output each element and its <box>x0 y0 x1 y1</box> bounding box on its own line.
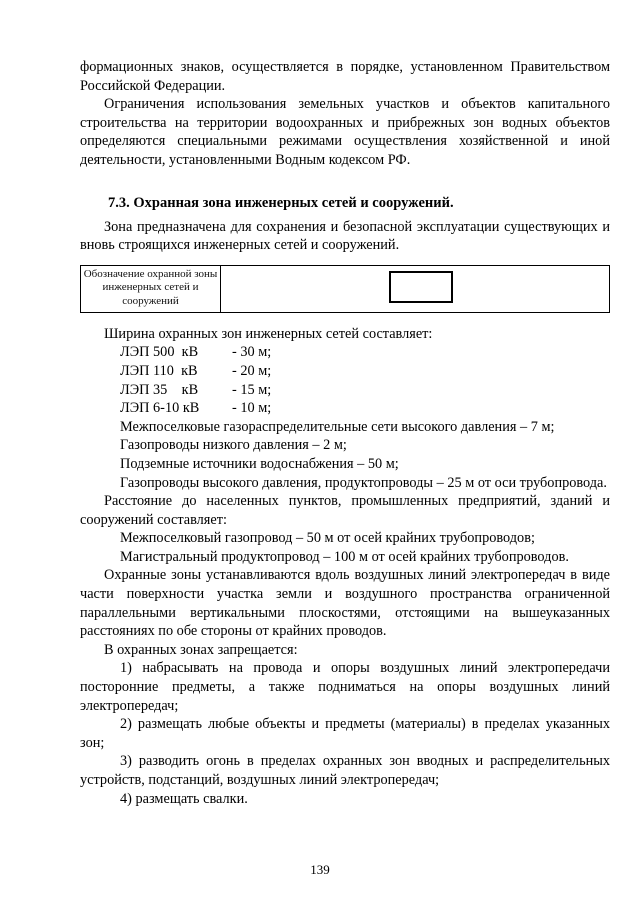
protection-zone-symbol <box>389 271 453 303</box>
legend-symbol-cell <box>221 266 609 312</box>
prohibited-item: 2) размещать любые объекты и предметы (материалы) в пределах указанных зон; <box>80 716 610 751</box>
list-item: ЛЭП 110 кВ - 20 м; <box>120 362 272 379</box>
widths-intro: Ширина охранных зон инженерных сетей составляет: <box>104 325 433 342</box>
prohibited-item: 3) разводить огонь в пределах охранных зон вводных и распределительных устройств, подстанций, воздушных линий электропередач; <box>80 753 610 788</box>
section-purpose: Зона предназначена для сохранения и безопасной эксплуатации существующих и вновь строящихся инженерных сетей и сооружений. <box>80 218 610 254</box>
distances-intro: Расстояние до населенных пунктов, промышленных предприятий, зданий и сооружений составляет: <box>80 493 610 528</box>
prohibited-item: 1) набрасывать на провода и опоры воздушных линий электропередачи посторонние предметы, а также подниматься на опоры воздушных линий электропередач; <box>80 660 610 714</box>
legend-label: Обозначение охранной зоны инженерных сетей и сооружений <box>81 266 221 312</box>
intro-paragraph-1: формационных знаков, осуществляется в порядке, установленном Правительством Российской Федерации. <box>80 59 610 94</box>
page-number: 139 <box>310 862 330 877</box>
prohibited-intro: В охранных зонах запрещается: <box>104 641 298 658</box>
zones-paragraph: Охранные зоны устанавливаются вдоль воздушных линий электропередач в виде части поверхности участка земли и воздушного пространства ограниченной параллельными вертикальными плоскостями, отстоящими на вышеуказанных расстояниях по обе стороны от крайних проводов. <box>80 567 610 640</box>
high-pressure-pipelines: Газопроводы высокого давления, продуктопроводы – 25 м от оси трубопровода. <box>120 474 607 491</box>
list-item: ЛЭП 6-10 кВ - 10 м; <box>120 400 272 417</box>
gas-low-pressure: Газопроводы низкого давления – 2 м; <box>120 437 347 454</box>
section-heading: 7.3. Охранная зона инженерных сетей и сооружений. <box>108 194 454 211</box>
intro-paragraph-2: Ограничения использования земельных участков и объектов капитального строительства на территории водоохранных и прибрежных зон водных объектов определяются специальными режимами осуществления хозяйственной и иной деятельности, установленными Водным кодексом РФ. <box>80 96 610 168</box>
gas-high-pressure: Межпоселковые газораспределительные сети высокого давления – 7 м; <box>120 418 555 435</box>
prohibited-item: 4) размещать свалки. <box>120 790 248 807</box>
power-line-list <box>80 343 610 417</box>
document-page <box>80 58 610 808</box>
underground-water: Подземные источники водоснабжения – 50 м; <box>120 455 399 472</box>
legend-table <box>80 265 610 313</box>
list-item: ЛЭП 500 кВ - 30 м; <box>120 344 272 361</box>
distance-product: Магистральный продуктопровод – 100 м от осей крайних трубопроводов. <box>120 548 569 565</box>
list-item: ЛЭП 35 кВ - 15 м; <box>120 381 272 398</box>
distance-gas: Межпоселковый газопровод – 50 м от осей крайних трубопроводов; <box>120 530 535 547</box>
